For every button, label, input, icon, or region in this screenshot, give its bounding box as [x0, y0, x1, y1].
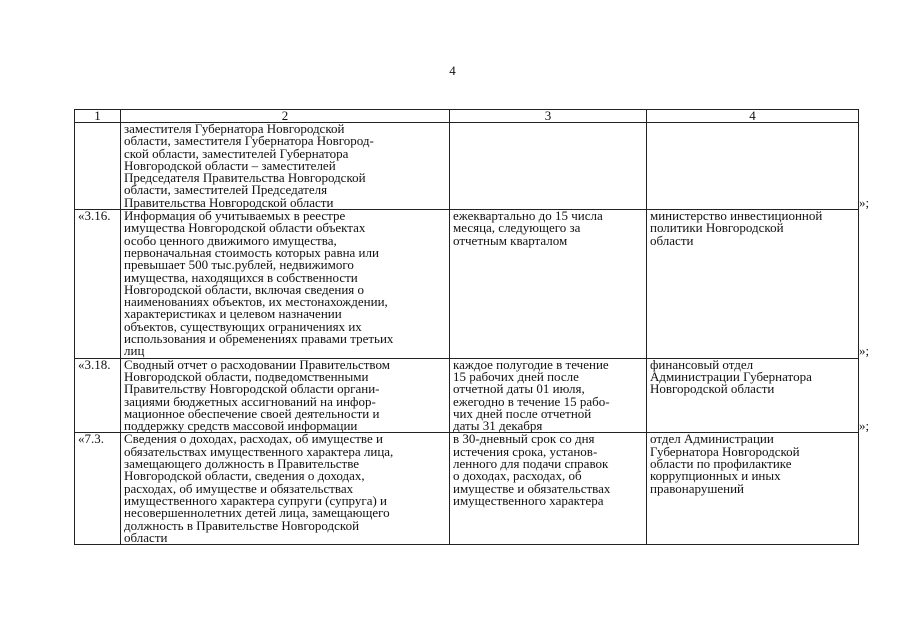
- responsible-line: правонарушений: [650, 480, 744, 496]
- header-cell-4: 4: [647, 110, 859, 123]
- deadline-line: каждое полугодие в течение: [453, 356, 609, 372]
- deadline-line: ежегодно в течение 15 рабо-: [453, 393, 610, 409]
- header-cell-2: 2: [121, 110, 450, 123]
- description-line: Новгородской области, сведения о доходах,: [124, 468, 365, 484]
- deadline-line: имуществе и обязательствах: [453, 480, 611, 496]
- description-cell: [121, 358, 450, 433]
- description-line: наименованиях объектов, их местонахождении,: [124, 294, 388, 310]
- description-line: объектов, существующих ограничениях их: [124, 318, 362, 334]
- description-line: использования и обременениях правами третьих: [124, 331, 394, 347]
- description-line: несовершеннолетних детей лица, замещающего: [124, 505, 390, 521]
- description-line: превышает 500 тыс.рублей, недвижимого: [124, 257, 354, 273]
- description-line: Новгородской области, подведомственными: [124, 368, 369, 384]
- description-line: замещающего должность в Правительстве: [124, 456, 360, 472]
- description-line: характеристиках и целевом назначении: [124, 306, 342, 322]
- deadline-line: даты 31 декабря: [453, 418, 543, 434]
- description-line: зациями бюджетных ассигнований на инфор-: [124, 393, 376, 409]
- row-number: «3.18.: [78, 356, 111, 372]
- header-cell-3: 3: [450, 110, 647, 123]
- description-line: особо ценного движимого имущества,: [124, 232, 337, 248]
- deadline-line: имущественного характера: [453, 492, 604, 508]
- table-row: [75, 210, 859, 359]
- deadline-line: в 30-дневный срок со дня: [453, 431, 595, 447]
- deadline-cell: [450, 210, 647, 359]
- table-row: [75, 123, 859, 210]
- row-number: «3.16.: [78, 208, 111, 224]
- description-line: области: [124, 529, 168, 545]
- description-line: Правительству Новгородской области органи-: [124, 381, 380, 397]
- description-line: Председателя Правительства Новгородской: [124, 170, 366, 186]
- document-table: [74, 109, 859, 545]
- responsible-line: финансовый отдел: [650, 356, 754, 372]
- header-cell-1: 1: [75, 110, 121, 123]
- deadline-line: истечения срока, установ-: [453, 443, 598, 459]
- page-number: 4: [449, 63, 456, 78]
- deadline-line: месяца, следующего за: [453, 220, 581, 236]
- description-line: Сводный отчет о расходовании Правительством: [124, 356, 390, 372]
- responsible-line: политики Новгородской: [650, 220, 784, 236]
- deadline-cell: [450, 358, 647, 433]
- description-line: имущества, находящихся в собственности: [124, 269, 358, 285]
- table-row: [75, 358, 859, 433]
- description-line: лиц: [124, 343, 145, 359]
- description-line: первоначальная стоимость которых равна или: [124, 244, 379, 260]
- description-line: поддержку средств массовой информации: [124, 418, 358, 434]
- row-terminator: »;: [859, 194, 870, 210]
- description-line: Сведения о доходах, расходах, об имуществе и: [124, 431, 383, 447]
- row-number-cell: [75, 358, 121, 433]
- description-cell: [121, 123, 450, 210]
- description-line: Новгородской области, включая сведения о: [124, 281, 365, 297]
- responsible-line: области: [650, 232, 694, 248]
- deadline-line: отчетной даты 01 июля,: [453, 381, 585, 397]
- row-number: «7.3.: [78, 431, 104, 447]
- description-line: мационное обеспечение своей деятельности и: [124, 405, 380, 421]
- responsible-line: области по профилактике: [650, 456, 792, 472]
- responsible-cell: [647, 210, 859, 359]
- responsible-line: Губернатора Новгородской: [650, 443, 800, 459]
- description-line: расходах, об имуществе и обязательствах: [124, 480, 354, 496]
- description-line: ской области, заместителей Губернатора: [124, 145, 349, 161]
- description-line: Новгородской области – заместителей: [124, 157, 336, 173]
- responsible-line: министерство инвестиционной: [650, 208, 823, 224]
- deadline-line: ленного для подачи справок: [453, 456, 609, 472]
- deadline-line: ежеквартально до 15 числа: [453, 208, 603, 224]
- table-row: [75, 433, 859, 545]
- deadline-line: о доходах, расходах, об: [453, 468, 582, 484]
- description-line: Информация об учитываемых в реестре: [124, 208, 346, 224]
- description-line: Правительства Новгородской области: [124, 194, 334, 210]
- description-cell: [121, 210, 450, 359]
- description-cell: [121, 433, 450, 545]
- responsible-cell: [647, 123, 859, 210]
- deadline-cell: [450, 433, 647, 545]
- description-line: должность в Правительстве Новгородской: [124, 517, 360, 533]
- description-line: обязательствах имущественного характера лица,: [124, 443, 394, 459]
- responsible-line: Администрации Губернатора: [650, 368, 812, 384]
- description-line: имущественного характера супруги (супруга) и: [124, 492, 388, 508]
- row-number-cell: [75, 433, 121, 545]
- deadline-line: 15 рабочих дней после: [453, 368, 579, 384]
- responsible-cell: [647, 358, 859, 433]
- responsible-cell: [647, 433, 859, 545]
- description-line: области, заместителя Губернатора Новгород-: [124, 133, 374, 149]
- row-number-cell: [75, 123, 121, 210]
- row-terminator: »;: [859, 417, 870, 433]
- deadline-line: отчетным кварталом: [453, 232, 568, 248]
- responsible-line: Новгородской области: [650, 381, 775, 397]
- responsible-line: отдел Администрации: [650, 431, 774, 447]
- description-line: заместителя Губернатора Новгородской: [124, 121, 345, 136]
- deadline-cell: [450, 123, 647, 210]
- deadline-line: чих дней после отчетной: [453, 405, 592, 421]
- description-line: области, заместителей Председателя: [124, 182, 328, 198]
- responsible-line: коррупционных и иных: [650, 468, 781, 484]
- description-line: имущества Новгородской области объектах: [124, 220, 366, 236]
- row-terminator: »;: [859, 343, 870, 359]
- row-number-cell: [75, 210, 121, 359]
